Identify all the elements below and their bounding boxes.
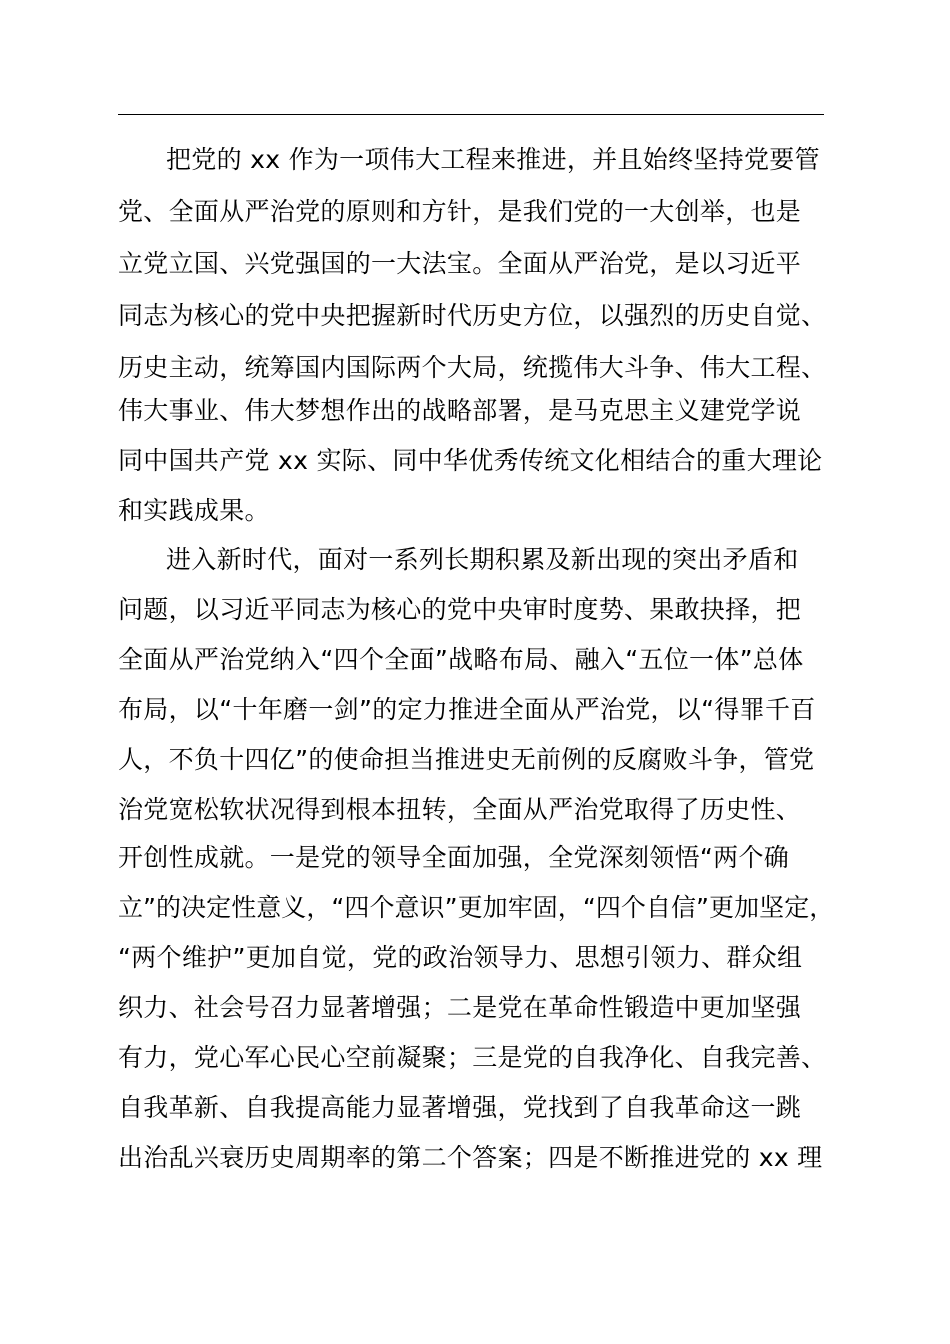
paragraph-2-line-4: 布局，以“十年磨一剑”的定力推进全面从严治党，以“得罪千百 <box>118 695 816 724</box>
paragraph-2-line-5: 人，不负十四亿”的使命担当推进史无前例的反腐败斗争，管党 <box>118 745 815 774</box>
paragraph-2-line-8: 立”的决定性意义，“四个意识”更加牢固，“四个自信”更加坚定， <box>118 893 835 922</box>
paragraph-2-line-7: 开创性成就。一是党的领导全面加强，全党深刻领悟“两个确 <box>118 843 790 872</box>
paragraph-1-line-1: 把党的 xx 作为一项伟大工程来推进，并且始终坚持党要管 <box>166 145 820 174</box>
paragraph-2-line-1: 进入新时代，面对一系列长期积累及新出现的突出矛盾和 <box>166 545 799 574</box>
paragraph-2-line-10: 织力、社会号召力显著增强；二是党在革命性锻造中更加坚强 <box>118 993 802 1022</box>
paragraph-2-line-9: “两个维护”更加自觉，党的政治领导力、思想引领力、群众组 <box>118 943 803 972</box>
paragraph-2-line-3: 全面从严治党纳入“四个全面”战略布局、融入“五位一体”总体 <box>118 645 804 674</box>
paragraph-2-line-13: 出治乱兴衰历史周期率的第二个答案；四是不断推进党的 xx 理 <box>118 1143 823 1172</box>
paragraph-1-line-3: 立党立国、兴党强国的一大法宝。全面从严治党，是以习近平 <box>118 249 802 278</box>
paragraph-1-line-2: 党、全面从严治党的原则和方针，是我们党的一大创举，也是 <box>118 197 802 226</box>
paragraph-1-line-4: 同志为核心的党中央把握新时代历史方位，以强烈的历史自觉、 <box>118 301 827 330</box>
paragraph-1-line-7: 同中国共产党 xx 实际、同中华优秀传统文化相结合的重大理论 <box>118 446 823 475</box>
paragraph-2-line-6: 治党宽松软状况得到根本扭转，全面从严治党取得了历史性、 <box>118 795 802 824</box>
header-rule <box>118 114 824 115</box>
paragraph-1-line-5: 历史主动，统筹国内国际两个大局，统揽伟大斗争、伟大工程、 <box>118 353 827 382</box>
paragraph-2-line-11: 有力，党心军心民心空前凝聚；三是党的自我净化、自我完善、 <box>118 1043 827 1072</box>
paragraph-2-line-12: 自我革新、自我提高能力显著增强，党找到了自我革命这一跳 <box>118 1093 802 1122</box>
paragraph-1-line-6: 伟大事业、伟大梦想作出的战略部署，是马克思主义建党学说 <box>118 396 802 425</box>
paragraph-2-line-2: 问题，以习近平同志为核心的党中央审时度势、果敢抉择，把 <box>118 595 802 624</box>
paragraph-1-line-8: 和实践成果。 <box>118 496 270 525</box>
